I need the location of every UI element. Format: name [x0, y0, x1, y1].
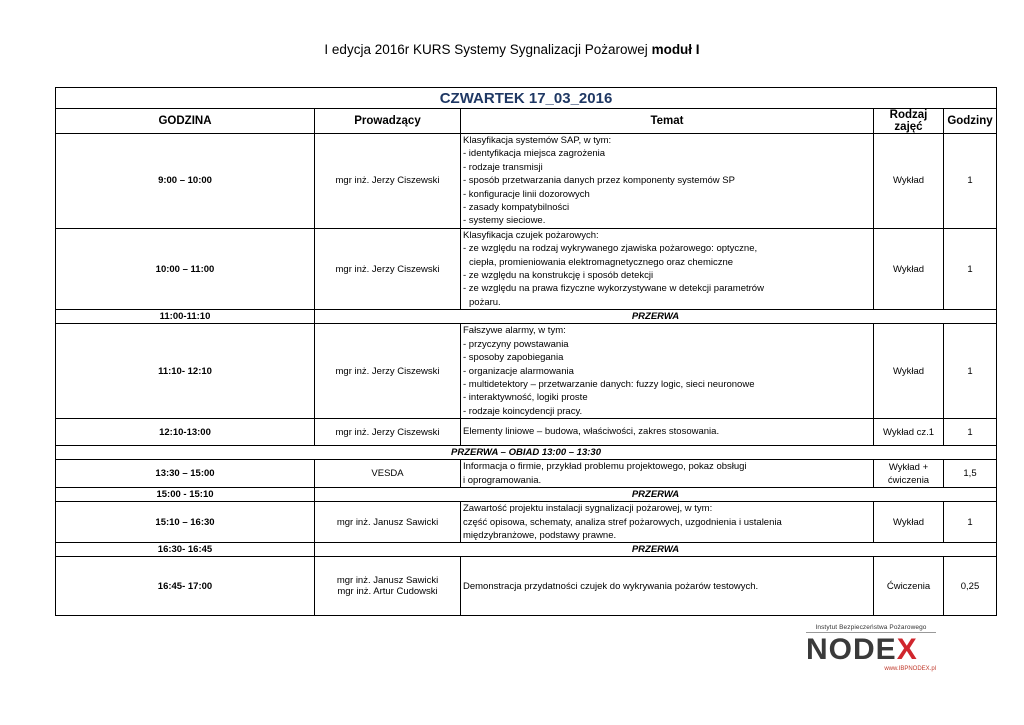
table-row — [56, 557, 997, 616]
lecturer-name: mgr inż. Janusz Sawicki — [336, 575, 439, 587]
time-cell: 9:00 – 10:00 — [56, 134, 315, 229]
schedule-table — [55, 87, 997, 616]
topic-line: - ze względu na rodzaj wykrywanego zjawiska pożarowego: optyczne, — [463, 243, 758, 255]
table-row — [56, 419, 997, 446]
break-time-cell: 16:30- 16:45 — [56, 543, 315, 557]
topic-line: Klasyfikacja czujek pożarowych: — [463, 229, 599, 241]
topic-line: Fałszywe alarmy, w tym: — [463, 325, 566, 337]
col-header-hours: Godziny — [944, 109, 997, 134]
lecturer-cell: mgr inż. Jerzy Ciszewski — [315, 228, 461, 309]
topic-line: - sposoby zapobiegania — [463, 352, 564, 364]
table-row — [56, 324, 997, 419]
topic-line: ciepła, promieniowania elektromagnetycznego oraz chemiczne — [469, 256, 734, 268]
table-row — [56, 228, 997, 309]
topic-line: i oprogramowania. — [463, 474, 542, 486]
lecturer-cell: VESDA — [315, 460, 461, 488]
topic-cell — [461, 134, 874, 229]
topic-line: Klasyfikacja systemów SAP, w tym: — [463, 135, 612, 146]
break-label: PRZERWA — [315, 488, 997, 502]
document-title: I edycja 2016r KURS Systemy Sygnalizacji Pożarowej moduł I — [324, 42, 700, 57]
topic-cell — [461, 419, 874, 446]
topic-line: - multidetektory – przetwarzanie danych: fuzzy logic, sieci neuronowe — [463, 378, 755, 390]
hours-cell: 1 — [944, 502, 997, 543]
lecturer-cell: mgr inż. Jerzy Ciszewski — [315, 419, 461, 446]
time-cell: 16:45- 17:00 — [56, 557, 315, 616]
topic-line: - rodzaje transmisji — [463, 161, 543, 173]
lunch-break-row — [56, 446, 997, 460]
column-header-row — [56, 109, 997, 134]
break-label: PRZERWA — [315, 310, 997, 324]
type-cell: Wykład cz.1 — [874, 419, 944, 446]
table-row — [56, 460, 997, 488]
time-cell: 10:00 – 11:00 — [56, 228, 315, 309]
type-cell: Wykład + ćwiczenia — [874, 460, 944, 488]
lecturer-cell: mgr inż. Jerzy Ciszewski — [315, 324, 461, 419]
day-header-row — [56, 88, 997, 109]
lecturer-cell — [315, 557, 461, 616]
lecturer-cell: mgr inż. Jerzy Ciszewski — [315, 134, 461, 229]
table-row — [56, 134, 997, 229]
topic-line: - konfiguracje linii dozorowych — [463, 188, 590, 200]
lecturer-name: mgr inż. Artur Cudowski — [337, 586, 438, 598]
topic-line: - organizacje alarmowania — [463, 365, 574, 377]
time-cell: 12:10-13:00 — [56, 419, 315, 446]
col-header-type: Rodzaj zajęć — [874, 109, 944, 134]
logo-caption: Instytut Bezpieczeństwa Pożarowego — [815, 624, 927, 631]
break-time-cell: 15:00 - 15:10 — [56, 488, 315, 502]
topic-line: - interaktywność, logiki proste — [463, 392, 588, 404]
break-row — [56, 488, 997, 502]
hours-cell: 1 — [944, 419, 997, 446]
break-row — [56, 543, 997, 557]
topic-line: Informacja o firmie, przykład problemu projektowego, pokaz obsługi — [463, 461, 747, 473]
topic-line: - ze względu na konstrukcję i sposób detekcji — [463, 270, 654, 282]
topic-line: - zasady kompatybilności — [463, 202, 570, 214]
table-row — [56, 502, 997, 543]
lecturer-cell: mgr inż. Janusz Sawicki — [315, 502, 461, 543]
topic-line: - sposób przetwarzania danych przez komponenty systemów SP — [463, 175, 735, 187]
day-title: CZWARTEK 17_03_2016 — [56, 88, 997, 109]
topic-cell — [461, 502, 874, 543]
type-cell: Ćwiczenia — [874, 557, 944, 616]
topic-line: międzybranżowe, podstawy prawne. — [463, 529, 617, 541]
type-cell: Wykład — [874, 324, 944, 419]
topic-line: pożaru. — [469, 296, 501, 308]
type-cell: Wykład — [874, 228, 944, 309]
topic-line: część opisowa, schematy, analiza stref pożarowych, uzgodnienia i ustalenia — [463, 516, 782, 528]
col-header-time: GODZINA — [56, 109, 315, 134]
col-header-lecturer: Prowadzący — [315, 109, 461, 134]
break-label: PRZERWA — [315, 543, 997, 557]
topic-cell — [461, 557, 874, 616]
topic-line: Demonstracja przydatności czujek do wykrywania pożarów testowych. — [463, 580, 759, 592]
topic-line: Elementy liniowe – budowa, właściwości, zakres stosowania. — [463, 426, 720, 438]
logo-url: www.IBPNODEX.pl — [884, 666, 936, 672]
hours-cell: 1 — [944, 228, 997, 309]
topic-cell — [461, 460, 874, 488]
topic-line: - identyfikacja miejsca zagrożenia — [463, 148, 606, 160]
type-cell: Wykład — [874, 502, 944, 543]
time-cell: 11:10- 12:10 — [56, 324, 315, 419]
time-cell: 13:30 – 15:00 — [56, 460, 315, 488]
break-row — [56, 310, 997, 324]
col-header-topic: Temat — [461, 109, 874, 134]
hours-cell: 1 — [944, 134, 997, 229]
topic-cell — [461, 324, 874, 419]
hours-cell: 1 — [944, 324, 997, 419]
topic-line: - rodzaje koincydencji pracy. — [463, 405, 583, 417]
nodex-logo — [806, 624, 936, 682]
lunch-break-label: PRZERWA – OBIAD 13:00 – 13:30 — [56, 446, 997, 460]
topic-line: - systemy sieciowe. — [463, 215, 546, 227]
topic-line: - przyczyny powstawania — [463, 338, 569, 350]
topic-line: - ze względu na prawa fizyczne wykorzystywane w detekcji parametrów — [463, 283, 764, 295]
break-time-cell: 11:00-11:10 — [56, 310, 315, 324]
logo-wordmark: NODEX — [806, 633, 918, 666]
hours-cell: 0,25 — [944, 557, 997, 616]
hours-cell: 1,5 — [944, 460, 997, 488]
topic-cell — [461, 228, 874, 309]
type-cell: Wykład — [874, 134, 944, 229]
topic-line: Zawartość projektu instalacji sygnalizacji pożarowej, w tym: — [463, 503, 713, 515]
time-cell: 15:10 – 16:30 — [56, 502, 315, 543]
